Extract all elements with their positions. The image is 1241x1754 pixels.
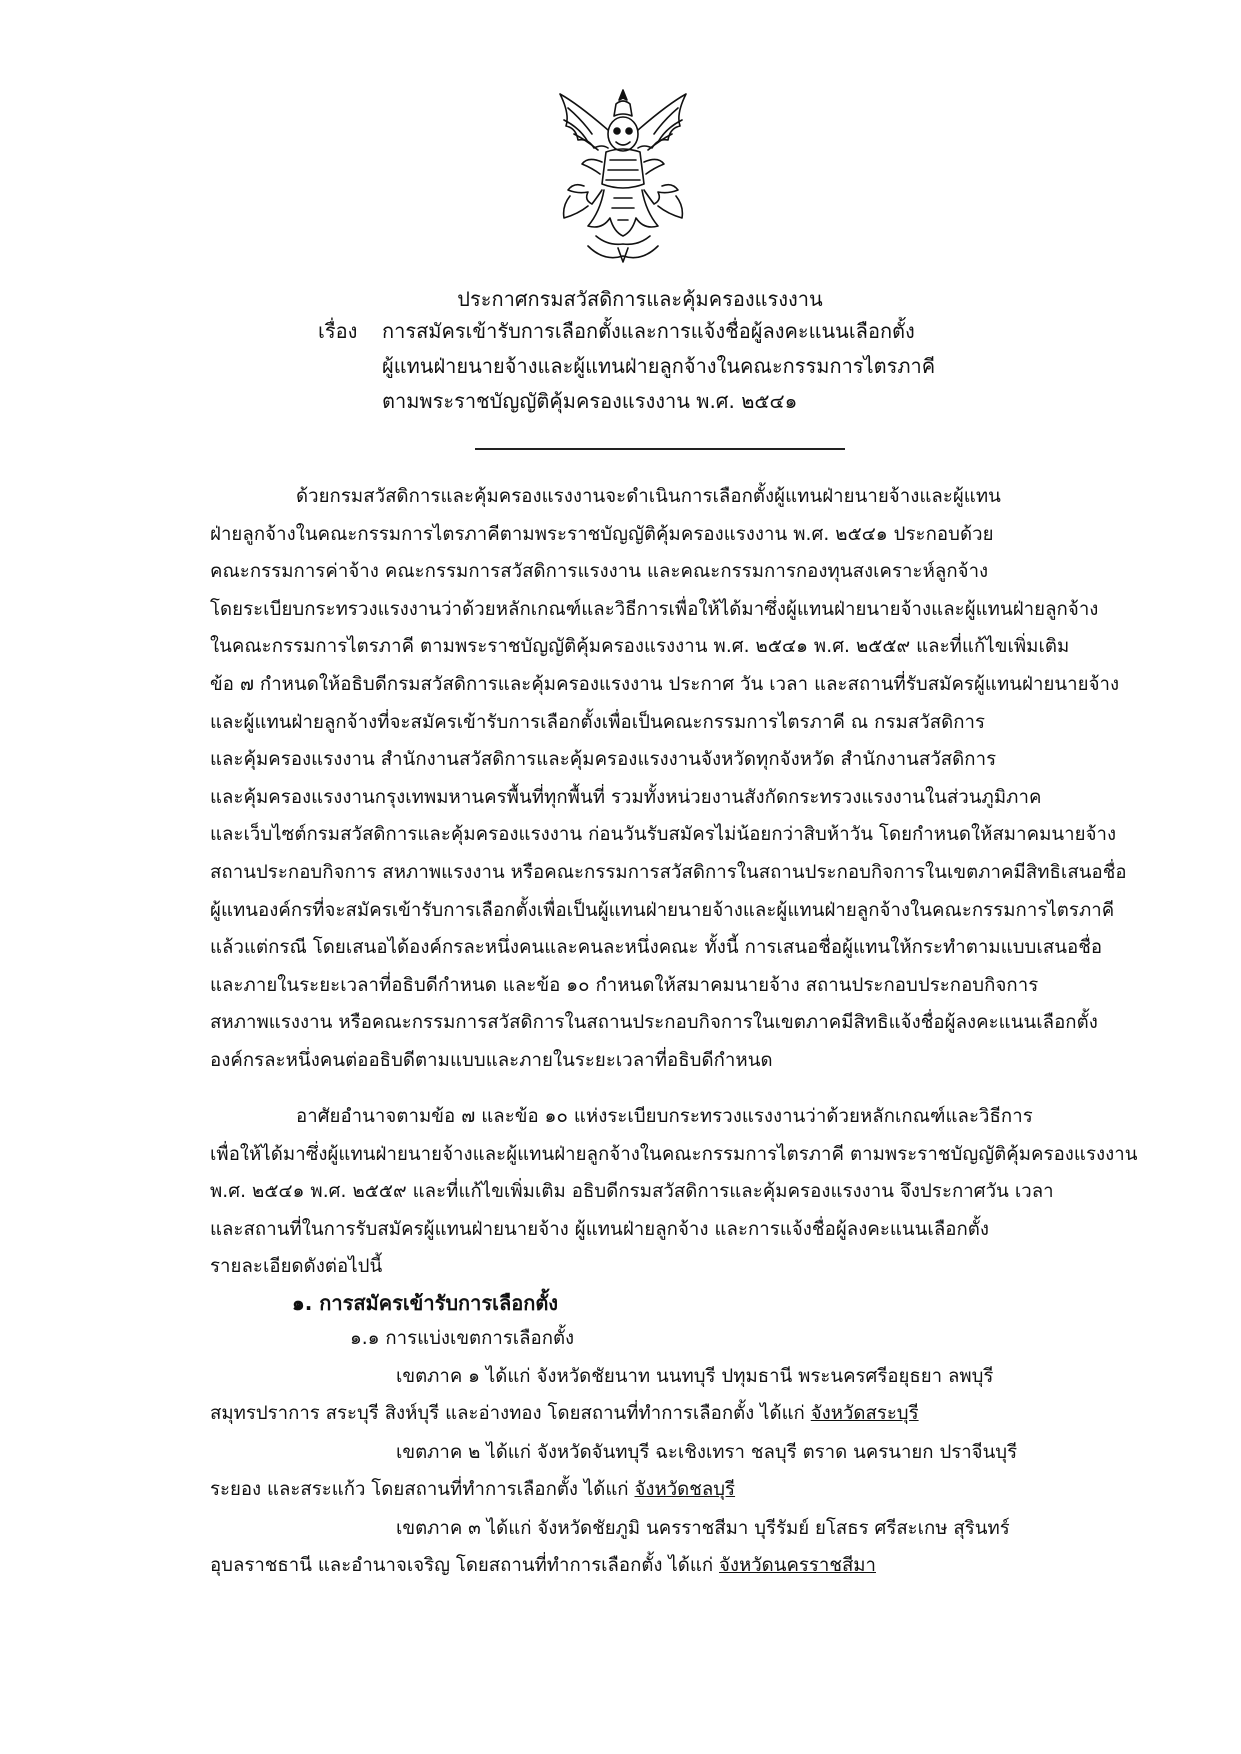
zone-provinces: เขตภาค ๓ ได้แก่ จังหวัดชัยภูมิ นครราชสีมา บุรีรัมย์ ยโสธร ศรีสะเกษ สุรินทร์ bbox=[396, 1518, 1010, 1539]
subject-line: ผู้แทนฝ่ายนายจ้างและผู้แทนฝ่ายลูกจ้างในคณะกรรมการไตรภาคี bbox=[382, 354, 936, 378]
paragraph-line: สถานประกอบกิจการ สหภาพแรงงาน หรือคณะกรรมการสวัสดิการในสถานประกอบกิจการในเขตภาคมีสิทธิเสนอชื่อ bbox=[210, 861, 1127, 883]
zone-provinces-cont: สมุทรปราการ สระบุรี สิงห์บุรี และอ่างทอง โดยสถานที่ทำการเลือกตั้ง ได้แก่ bbox=[210, 1403, 811, 1424]
zone-venue: จังหวัดสระบุรี bbox=[810, 1403, 919, 1424]
paragraph-line: สหภาพแรงงาน หรือคณะกรรมการสวัสดิการในสถานประกอบกิจการในเขตภาคมีสิทธิแจ้งชื่อผู้ลงคะแนนเลือกตั้ง bbox=[210, 1012, 1098, 1034]
paragraph-line: และผู้แทนฝ่ายลูกจ้างที่จะสมัครเข้ารับการเลือกตั้งเพื่อเป็นคณะกรรมการไตรภาคี ณ กรมสวัสดิการ bbox=[210, 711, 986, 733]
paragraph-line: และสถานที่ในการรับสมัครผู้แทนฝ่ายนายจ้าง ผู้แทนฝ่ายลูกจ้าง และการแจ้งชื่อผู้ลงคะแนนเลือกตั้ง bbox=[210, 1218, 990, 1240]
zone-provinces-cont: อุบลราชธานี และอำนาจเจริญ โดยสถานที่ทำการเลือกตั้ง ได้แก่ bbox=[210, 1555, 720, 1576]
body-paragraph-2 bbox=[210, 1098, 1138, 1286]
garuda-emblem-icon bbox=[548, 86, 698, 264]
section-1-1-heading: ๑.๑ การแบ่งเขตการเลือกตั้ง bbox=[350, 1328, 575, 1349]
paragraph-line: องค์กรละหนึ่งคนต่ออธิบดีตามแบบและภายในระยะเวลาที่อธิบดีกำหนด bbox=[210, 1049, 773, 1071]
subject-line: ตามพระราชบัญญัติคุ้มครองแรงงาน พ.ศ. ๒๕๔๑ bbox=[382, 389, 798, 413]
title-divider bbox=[475, 448, 845, 450]
zone-venue: จังหวัดนครราชสีมา bbox=[719, 1555, 876, 1576]
subject-label: เรื่อง bbox=[318, 319, 358, 343]
paragraph-line: พ.ศ. ๒๕๔๑ พ.ศ. ๒๕๕๙ และที่แก้ไขเพิ่มเติม อธิบดีกรมสวัสดิการและคุ้มครองแรงงาน จึงประกาศวัน เวลา bbox=[210, 1181, 1054, 1203]
paragraph-line: และเว็บไซต์กรมสวัสดิการและคุ้มครองแรงงาน ก่อนวันรับสมัครไม่น้อยกว่าสิบห้าวัน โดยกำหนดให้สมาคมนายจ้าง bbox=[210, 824, 1117, 846]
paragraph-line: และคุ้มครองแรงงานกรุงเทพมหานครพื้นที่ทุกพื้นที่ รวมทั้งหน่วยงานสังกัดกระทรวงแรงงานในส่วนภูมิภาค bbox=[210, 786, 1042, 808]
paragraph-line: ผู้แทนองค์กรที่จะสมัครเข้ารับการเลือกตั้งเพื่อเป็นผู้แทนฝ่ายนายจ้างและผู้แทนฝ่ายลูกจ้างในคณะกรรมการไตรภาคี bbox=[210, 899, 1115, 921]
paragraph-line: คณะกรรมการค่าจ้าง คณะกรรมการสวัสดิการแรงงาน และคณะกรรมการกองทุนสงเคราะห์ลูกจ้าง bbox=[210, 561, 989, 583]
paragraph-line: เพื่อให้ได้มาซึ่งผู้แทนฝ่ายนายจ้างและผู้แทนฝ่ายลูกจ้างในคณะกรรมการไตรภาคี ตามพระราชบัญญัติคุ้มครองแรงงาน bbox=[210, 1143, 1138, 1165]
paragraph-line: ฝ่ายลูกจ้างในคณะกรรมการไตรภาคีตามพระราชบัญญัติคุ้มครองแรงงาน พ.ศ. ๒๕๔๑ ประกอบด้วย bbox=[210, 523, 994, 545]
zone-2 bbox=[210, 1434, 1122, 1508]
paragraph-line: อาศัยอำนาจตามข้อ ๗ และข้อ ๑๐ แห่งระเบียบกระทรวงแรงงานว่าด้วยหลักเกณฑ์และวิธีการ bbox=[296, 1106, 1033, 1127]
zone-venue: จังหวัดชลบุรี bbox=[634, 1479, 736, 1500]
zone-provinces: เขตภาค ๒ ได้แก่ จังหวัดจันทบุรี ฉะเชิงเทรา ชลบุรี ตราด นครนายก ปราจีนบุรี bbox=[396, 1442, 1018, 1463]
paragraph-line: แล้วแต่กรณี โดยเสนอได้องค์กรละหนึ่งคนและคนละหนึ่งคณะ ทั้งนี้ การเสนอชื่อผู้แทนให้กระทำตามแบบเสนอชื่อ bbox=[210, 937, 1103, 959]
paragraph-line: ด้วยกรมสวัสดิการและคุ้มครองแรงงานจะดำเนินการเลือกตั้งผู้แทนฝ่ายนายจ้างและผู้แทน bbox=[296, 486, 1001, 507]
paragraph-line: และคุ้มครองแรงงาน สำนักงานสวัสดิการและคุ้มครองแรงงานจังหวัดทุกจังหวัด สำนักงานสวัสดิการ bbox=[210, 749, 997, 771]
zone-provinces: เขตภาค ๑ ได้แก่ จังหวัดชัยนาท นนทบุรี ปทุมธานี พระนครศรีอยุธยา ลพบุรี bbox=[396, 1366, 994, 1387]
zone-provinces-cont: ระยอง และสระแก้ว โดยสถานที่ทำการเลือกตั้ง ได้แก่ bbox=[210, 1479, 635, 1500]
paragraph-line: รายละเอียดดังต่อไปนี้ bbox=[210, 1256, 383, 1278]
paragraph-line: โดยระเบียบกระทรวงแรงงานว่าด้วยหลักเกณฑ์และวิธีการเพื่อให้ได้มาซึ่งผู้แทนฝ่ายนายจ้างและผู้แทนฝ่ายลูกจ้าง bbox=[210, 598, 1099, 620]
zone-1 bbox=[210, 1358, 1122, 1432]
section-1-heading: ๑. การสมัครเข้ารับการเลือกตั้ง bbox=[292, 1291, 559, 1315]
paragraph-line: ในคณะกรรมการไตรภาคี ตามพระราชบัญญัติคุ้มครองแรงงาน พ.ศ. ๒๕๔๑ พ.ศ. ๒๕๕๙ และที่แก้ไขเพิ่มเติม bbox=[210, 636, 1070, 658]
paragraph-line: ข้อ ๗ กำหนดให้อธิบดีกรมสวัสดิการและคุ้มครองแรงงาน ประกาศ วัน เวลา และสถานที่รับสมัครผู้แทนฝ่ายนายจ้าง bbox=[210, 673, 1120, 695]
body-paragraph-1 bbox=[210, 478, 1127, 1080]
paragraph-line: และภายในระยะเวลาที่อธิบดีกำหนด และข้อ ๑๐ กำหนดให้สมาคมนายจ้าง สถานประกอบประกอบกิจการ bbox=[210, 974, 1039, 996]
subject-line: การสมัครเข้ารับการเลือกตั้งและการแจ้งชื่อผู้ลงคะแนนเลือกตั้ง bbox=[382, 319, 915, 343]
zone-3 bbox=[210, 1510, 1122, 1584]
announcement-title: ประกาศกรมสวัสดิการและคุ้มครองแรงงาน bbox=[457, 287, 823, 311]
